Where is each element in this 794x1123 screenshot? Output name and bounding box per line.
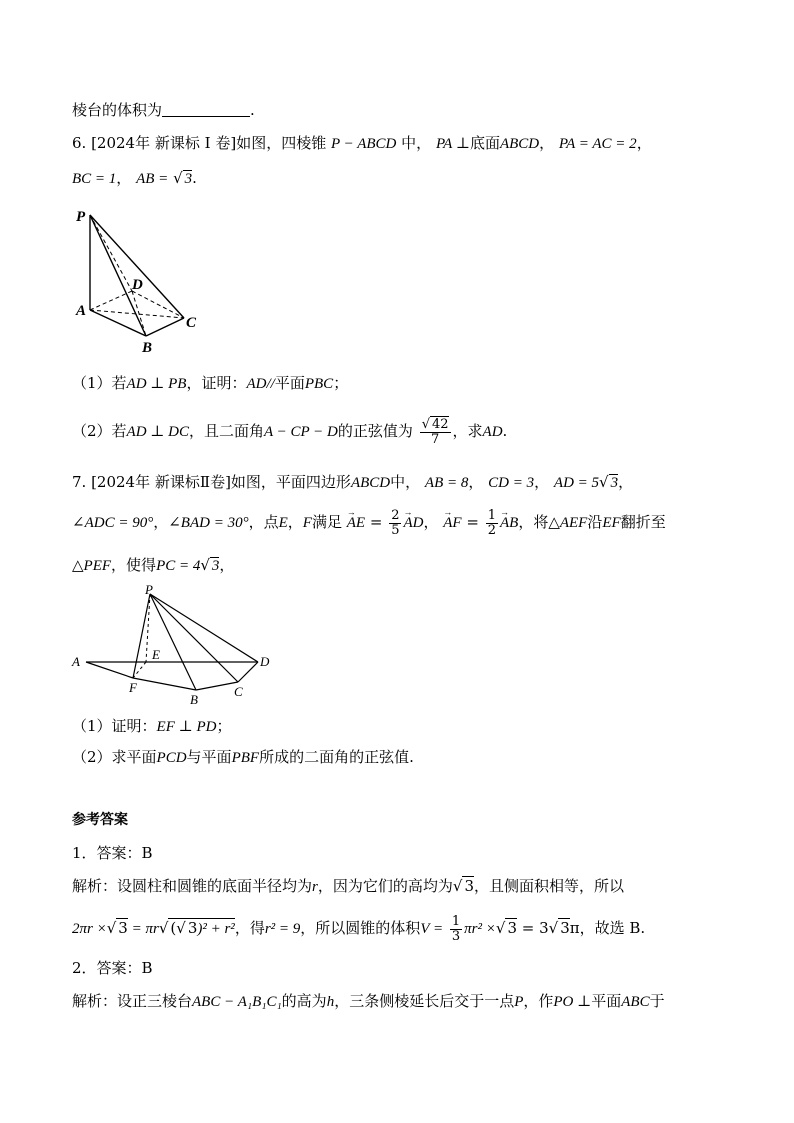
answer-2-explanation bbox=[72, 991, 665, 1012]
text: ，得 bbox=[234, 919, 265, 937]
text: ，且二面角 bbox=[189, 422, 265, 440]
edge-AB bbox=[90, 310, 146, 336]
text: ， bbox=[153, 513, 169, 531]
answer-1-equation: 2πr ×√ 3 = πr√ (√ 3)² + r²，得r² = 9，所以圆锥的体积V = $\frac{1}{3}$ πr² ×√ 3 = 3√ 3π，故选 B. bbox=[72, 913, 646, 944]
math: = πr bbox=[127, 921, 159, 937]
text: ，求 bbox=[452, 422, 483, 440]
math: AD = 5 bbox=[553, 475, 600, 491]
text: （2）求平面 bbox=[72, 748, 157, 766]
text: ，使得 bbox=[111, 556, 157, 574]
answer-blank bbox=[162, 102, 250, 117]
text: ， bbox=[423, 513, 439, 531]
vector-label: AD bbox=[403, 515, 424, 531]
text: 平面 bbox=[274, 374, 305, 392]
edge-BC bbox=[146, 318, 184, 336]
denominator: 3 bbox=[451, 928, 461, 944]
label-E: E bbox=[152, 647, 160, 662]
text: ； bbox=[216, 717, 232, 735]
label-B: B bbox=[190, 692, 198, 707]
answer-1: 1．答案：B bbox=[72, 844, 153, 862]
paren: ( bbox=[170, 919, 177, 937]
edge-PB bbox=[90, 215, 146, 336]
numerator: 1 bbox=[487, 507, 496, 523]
math: )² + r² bbox=[197, 921, 235, 937]
text: . bbox=[192, 169, 197, 187]
vector: → AB bbox=[499, 507, 519, 531]
edge-PC bbox=[150, 594, 238, 682]
answer-2: 2．答案：B bbox=[72, 959, 153, 977]
math: r² = 9 bbox=[264, 921, 301, 937]
fraction bbox=[389, 509, 401, 538]
math: PA ⊥ bbox=[435, 136, 470, 152]
math: πr² × bbox=[464, 921, 496, 937]
label-F: F bbox=[129, 680, 137, 695]
math: PCD bbox=[156, 750, 187, 766]
edge-BC bbox=[196, 682, 238, 690]
q6-part1 bbox=[72, 373, 348, 394]
sqrt-radicand: 3 bbox=[118, 919, 128, 937]
math: AB = bbox=[136, 171, 169, 187]
text: ，作 bbox=[523, 992, 554, 1010]
text: ， bbox=[116, 169, 132, 187]
text: 所成的二面角的正弦值. bbox=[259, 748, 414, 766]
label-B: B bbox=[142, 340, 153, 355]
edge-PC bbox=[90, 215, 184, 318]
text: △ bbox=[72, 556, 84, 574]
text: 满足 bbox=[311, 513, 342, 531]
numerator: 1 bbox=[451, 913, 461, 929]
math: 2πr × bbox=[72, 921, 107, 937]
denominator: 5 bbox=[391, 522, 400, 538]
math: P − ABCD bbox=[330, 136, 397, 152]
sqrt-radicand: 3 bbox=[507, 919, 517, 937]
text: 中， bbox=[390, 473, 421, 491]
math: F bbox=[302, 515, 312, 531]
q6-head: 6. [2024年 新课标 I 卷]如图，四棱锥 bbox=[72, 134, 327, 152]
text: ，三条侧棱延长后交于一点 bbox=[334, 992, 515, 1010]
text: 解析：设正三棱台 bbox=[72, 992, 193, 1010]
math: = 3 bbox=[516, 919, 549, 937]
text: ，所以圆锥的体积 bbox=[300, 919, 421, 937]
text: ， bbox=[539, 134, 555, 152]
math: P bbox=[514, 994, 524, 1010]
text: ， bbox=[636, 134, 652, 152]
text: （1）证明： bbox=[72, 717, 157, 735]
text: ，因为它们的高均为 bbox=[317, 877, 453, 895]
label-P: P bbox=[76, 209, 86, 225]
numerator: 2 bbox=[391, 507, 400, 523]
text: ， bbox=[468, 473, 484, 491]
text-line bbox=[72, 100, 255, 120]
math: ∠ADC = 90° bbox=[72, 515, 154, 531]
math: ABCD bbox=[350, 475, 391, 491]
sqrt-radicand: 3 bbox=[184, 171, 193, 187]
q7-fold-figure bbox=[68, 582, 288, 712]
text: ， bbox=[287, 513, 303, 531]
label-D: D bbox=[132, 277, 143, 293]
math: EF ⊥ PD bbox=[156, 719, 217, 735]
sqrt-radicand: 3 bbox=[187, 919, 198, 937]
math: ABC − A₁B₁C₁ bbox=[192, 994, 282, 1010]
math: r bbox=[312, 879, 318, 895]
answers-title: 参考答案 bbox=[72, 812, 128, 828]
answer-1-explanation: 解析：设圆柱和圆锥的底面半径均为r，因为它们的高均为√ 3，且侧面积相等，所以 bbox=[72, 877, 624, 895]
vector: → AD bbox=[403, 507, 424, 531]
label-A: A bbox=[72, 654, 80, 669]
q7-part2 bbox=[72, 747, 414, 768]
text: ，将△ bbox=[518, 513, 560, 531]
text: 沿 bbox=[587, 513, 603, 531]
edge-PD bbox=[90, 215, 132, 291]
edge-AF bbox=[86, 662, 133, 678]
denominator: 7 bbox=[430, 431, 440, 447]
text: ， bbox=[534, 473, 550, 491]
math: AEF bbox=[559, 515, 588, 531]
text: （1）若 bbox=[72, 374, 127, 392]
math: PO ⊥ bbox=[553, 994, 592, 1010]
math: PBC bbox=[304, 376, 334, 392]
text: 于 bbox=[649, 992, 665, 1010]
edge-AD bbox=[90, 291, 132, 310]
sqrt-radicand: 3 bbox=[211, 558, 220, 574]
math: AD ⊥ DC bbox=[126, 424, 189, 440]
text: 解析：设圆柱和圆锥的底面半径均为 bbox=[72, 877, 313, 895]
math: AD ⊥ PB bbox=[126, 376, 187, 392]
q7-header: 7. [2024年 新课标Ⅱ卷]如图，平面四边形ABCD中， AB = 8， CD = 3， AD = 5√ 3， bbox=[72, 473, 634, 491]
math: ABCD bbox=[499, 136, 540, 152]
denominator: 2 bbox=[487, 522, 496, 538]
q6-header bbox=[72, 133, 652, 154]
fraction bbox=[450, 915, 462, 944]
math: ABC bbox=[621, 994, 650, 1010]
vector-label: AE bbox=[346, 515, 366, 531]
edge-FB bbox=[133, 678, 196, 690]
text: 的正弦值为 bbox=[337, 422, 413, 440]
math: h bbox=[326, 994, 335, 1010]
q7-head: 7. [2024年 新课标Ⅱ卷]如图，平面四边形 bbox=[72, 473, 351, 491]
math: π bbox=[569, 919, 580, 937]
text: ，证明： bbox=[186, 374, 247, 392]
fraction bbox=[486, 509, 498, 538]
sqrt-radicand: 3 bbox=[560, 919, 570, 937]
label-P: P bbox=[145, 582, 153, 597]
text: . bbox=[502, 422, 508, 440]
text: 与平面 bbox=[186, 748, 232, 766]
q7-part1 bbox=[72, 716, 232, 737]
vector-label: AF bbox=[443, 515, 462, 531]
text: ； bbox=[333, 374, 349, 392]
vector: → AE bbox=[346, 507, 366, 531]
sqrt-radicand: 3 bbox=[464, 877, 474, 895]
text: ，点 bbox=[248, 513, 279, 531]
math: PEF bbox=[83, 558, 112, 574]
vector-label: AB bbox=[499, 515, 519, 531]
text: ， bbox=[618, 473, 634, 491]
q6-line2: BC = 1， AB = √ 3. bbox=[72, 169, 197, 187]
vector: → AF bbox=[443, 507, 462, 531]
text: 翻折至 bbox=[620, 513, 666, 531]
text: 平面 bbox=[591, 992, 622, 1010]
math: AD// bbox=[246, 376, 275, 392]
math: E bbox=[278, 515, 288, 531]
q6-part2 bbox=[72, 413, 507, 450]
math: A − CP − D bbox=[264, 424, 338, 440]
text: 底面 bbox=[469, 134, 500, 152]
text: ，故选 B. bbox=[579, 919, 646, 937]
label-A: A bbox=[76, 303, 87, 319]
label-C: C bbox=[186, 315, 197, 331]
q7-line2: ∠ADC = 90°，∠BAD = 30°，点E，F满足 → AE = $\frac{2}{5}$ → AD， → AF = $\frac{1}{2}$ → AB，将△AEF沿EF翻折至 bbox=[72, 505, 666, 540]
math: AD bbox=[482, 424, 503, 440]
text: ，且侧面积相等，所以 bbox=[473, 877, 624, 895]
q6-pyramid-figure bbox=[70, 205, 210, 355]
prev-question-tail: 棱台的体积为 bbox=[72, 101, 163, 119]
text: 的高为 bbox=[281, 992, 327, 1010]
numerator: 42 bbox=[431, 416, 449, 432]
math: V = bbox=[420, 921, 444, 937]
fraction: $\frac{√ 42}{7}$ bbox=[421, 416, 449, 447]
math: PC = 4 bbox=[156, 558, 201, 574]
math: PBF bbox=[231, 750, 260, 766]
text: 中， bbox=[396, 134, 432, 152]
q7-line3: △PEF，使得PC = 4√ 3， bbox=[72, 556, 235, 574]
math: ∠BAD = 30° bbox=[168, 515, 249, 531]
math: BC = 1 bbox=[72, 171, 117, 187]
label-C: C bbox=[234, 684, 243, 699]
punct: . bbox=[250, 101, 255, 119]
math: EF bbox=[602, 515, 621, 531]
text: （2）若 bbox=[72, 422, 127, 440]
math: AB = 8 bbox=[424, 475, 469, 491]
sqrt-radicand: 3 bbox=[610, 475, 619, 491]
sqrt-group: (√ 3)² + r² bbox=[170, 919, 235, 937]
edge-CD bbox=[238, 662, 258, 682]
text: ， bbox=[219, 556, 235, 574]
label-D: D bbox=[260, 654, 270, 669]
math: PA = AC = 2 bbox=[558, 136, 637, 152]
math: CD = 3 bbox=[488, 475, 535, 491]
